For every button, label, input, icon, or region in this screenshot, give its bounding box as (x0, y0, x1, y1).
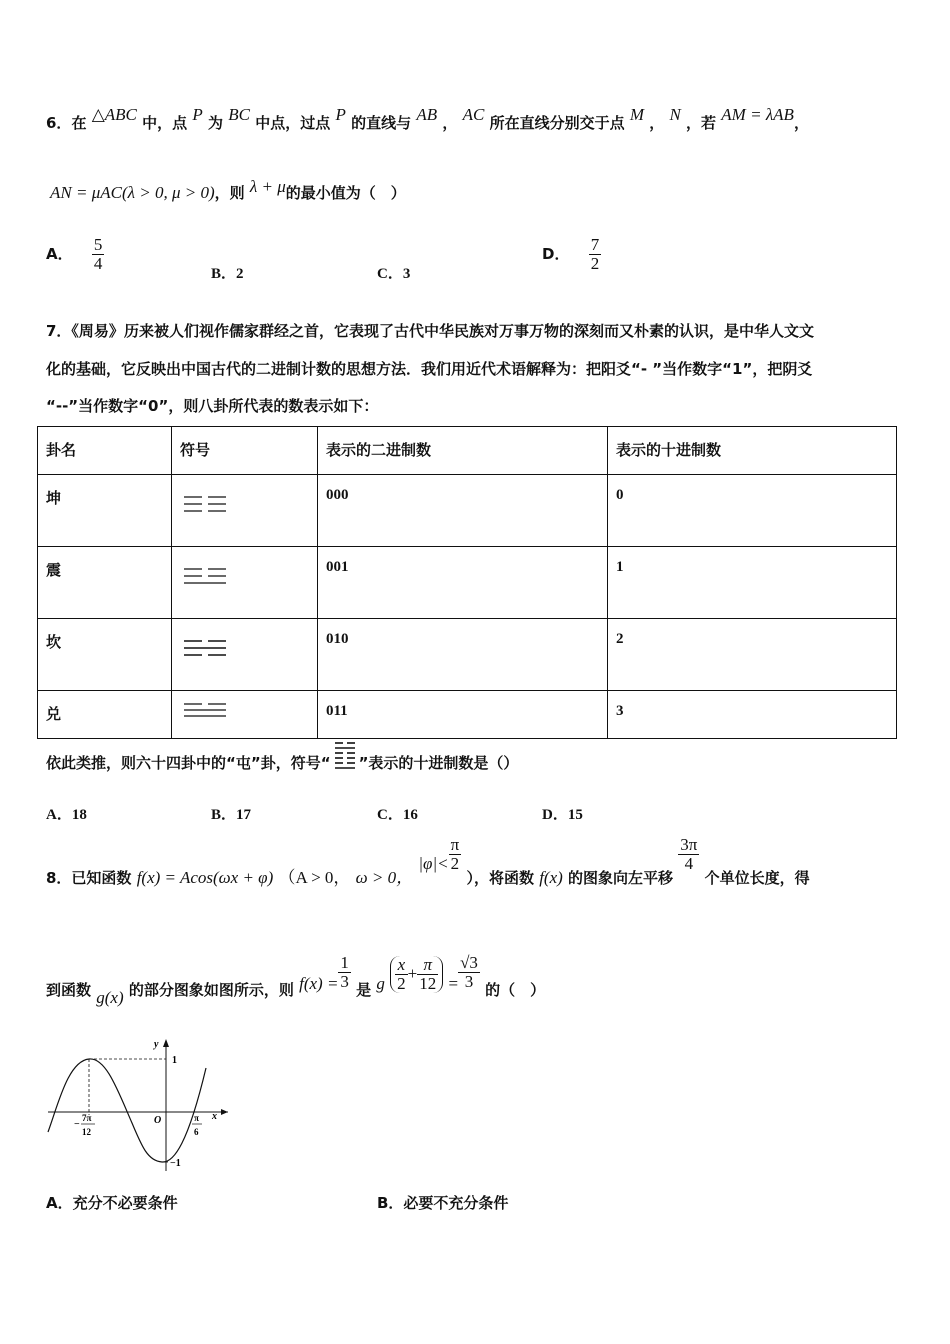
x-left-sign: − (74, 1119, 80, 1130)
y-min-label: −1 (170, 1158, 181, 1169)
q6-line1: 6．在 △ABC 中，点 P 为 BC 中点，过点 P 的直线与 AB ， AC 所在直线分别交于点 M ， N ，若 AM = λAB， (46, 105, 809, 132)
q6-option-a[interactable]: A． $\frac{5}{4}$ (46, 235, 103, 273)
q7-line3: “--”当作数字“0”，则八卦所代表的数表示如下： (46, 397, 379, 415)
kun-trigram-icon (172, 475, 318, 547)
x-left-num: 7π (82, 1113, 92, 1123)
origin-label: O (154, 1115, 162, 1126)
q6-option-c[interactable]: C．3 (377, 266, 411, 282)
zhun-hexagram-icon (333, 740, 357, 774)
cosine-curve (48, 1059, 206, 1162)
q7-line2: 化的基础，它反映出中国古代的二进制计数的思想方法．我们用近代术语解释为：把阳爻“- ”当作数字“1”，把阴爻 (46, 360, 813, 378)
table-row: 震 001 1 (38, 547, 897, 619)
x-right-num: π (194, 1113, 199, 1123)
zhen-trigram-icon (172, 547, 318, 619)
q8-option-a[interactable]: A．充分不必要条件 (46, 1194, 178, 1212)
header-decimal: 表示的十进制数 (608, 427, 897, 475)
header-name: 卦名 (38, 427, 172, 475)
header-binary: 表示的二进制数 (318, 427, 608, 475)
q7-line1: 7．《周易》历来被人们视作儒家群经之首，它表现了古代中华民族对万事万物的深刻而又朴素的认识，是中华人文文 (46, 322, 814, 340)
q6-number: 6． (46, 114, 72, 132)
q6-line2: AN = μAC(λ > 0, μ > 0)，则 λ + μ的最小值为（ ） (50, 177, 406, 202)
y-label: y (154, 1039, 159, 1050)
fraction-5-4: $\frac{5}{4}$ (93, 235, 103, 273)
q7-option-c[interactable]: C．16 (377, 807, 418, 823)
fraction-3pi-4: $\frac{3\pi}{4}$ (680, 835, 698, 873)
q7-option-b[interactable]: B．17 (211, 807, 252, 823)
q6-option-d[interactable]: D． $\frac{7}{2}$ (542, 235, 600, 273)
x-right-den: 6 (194, 1127, 199, 1137)
x-axis-arrow-icon (221, 1109, 228, 1115)
triangle-abc: △ABC (91, 105, 137, 124)
q8-option-b[interactable]: B．必要不充分条件 (377, 1194, 509, 1212)
kan-trigram-icon (172, 619, 318, 691)
q7-option-d[interactable]: D．15 (542, 807, 583, 823)
fraction-1-3: $\frac{1}{3}$ (340, 953, 349, 991)
q7-option-a[interactable]: A．18 (46, 807, 87, 823)
q8-line1: 8．已知函数 f(x) = Acos(ωx + φ) （A > 0， ω > 0， |φ|< $\frac{\pi}{2}$ ），将函数 f(x) 的图象向左平移 $\frac{3\pi}{4}$ 个单位长度，得 (46, 835, 810, 887)
y-max-label: 1 (172, 1055, 177, 1066)
q6-option-b[interactable]: B．2 (211, 266, 244, 282)
table-row: 坤 000 0 (38, 475, 897, 547)
table-row: 坎 010 2 (38, 619, 897, 691)
x-label: x (212, 1111, 217, 1122)
q8-line2: 到函数 g(x) 的部分图象如图所示，则 f(x) = $\frac{1}{3}$ 是 g $\frac{x}{2}$ + $\frac{\pi}{12}$ = $\frac{√3}{3}$ 的（ ） (46, 953, 546, 1007)
dui-trigram-icon (172, 691, 318, 739)
y-axis-arrow-icon (163, 1039, 169, 1047)
fraction-sqrt3-3: $\frac{√3}{3}$ (460, 953, 478, 991)
trigram-table (37, 426, 897, 739)
header-symbol: 符号 (172, 427, 318, 475)
x-left-den: 12 (82, 1127, 91, 1137)
fraction-7-2: $\frac{7}{2}$ (590, 235, 600, 273)
q7-question: 依此类推，则六十四卦中的“屯”卦，符号“ ”表示的十进制数是（） (46, 752, 518, 774)
cosine-graph (40, 1035, 240, 1175)
fraction-pi-2: $\frac{\pi}{2}$ (450, 835, 460, 873)
table-header-row (38, 427, 897, 475)
table-row: 兑 011 3 (38, 691, 897, 739)
g-argument: $\frac{x}{2}$ + $\frac{\pi}{12}$ (390, 956, 443, 993)
